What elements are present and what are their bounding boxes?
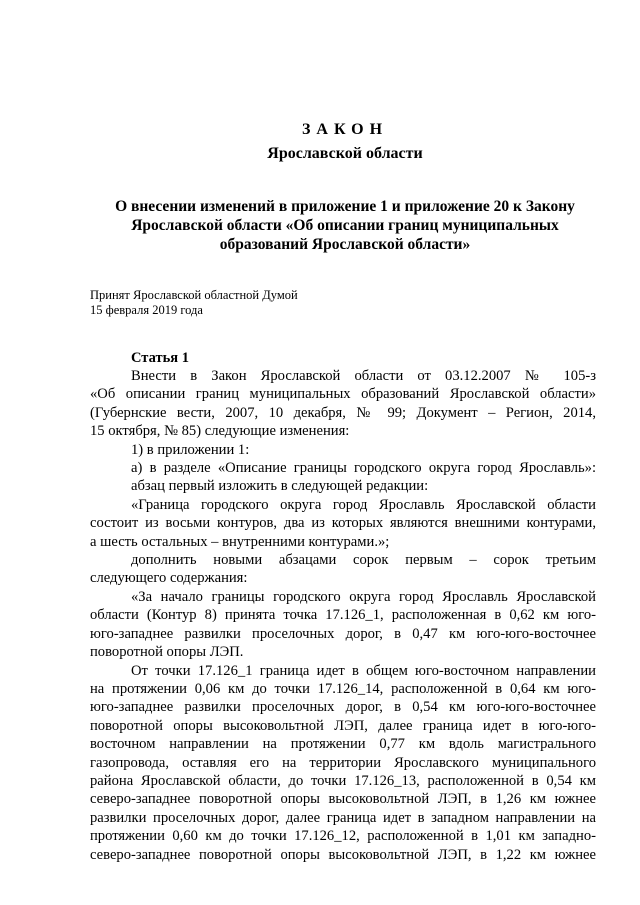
adoption-date: 15 февраля 2019 года bbox=[90, 303, 203, 317]
text-line: а) в разделе «Описание границы городского округа город Ярославль»: bbox=[131, 460, 596, 477]
text-line: следующего содержания: bbox=[90, 570, 248, 587]
text-line: «Граница городского округа город Ярославль Ярославской области bbox=[131, 496, 596, 513]
text-line: От точки 17.126_1 граница идет в общем юго-восточном направлении bbox=[131, 662, 596, 679]
text-line: района Ярославской области, до точки 17.126_13, расположенной в 0,54 км bbox=[90, 772, 596, 789]
text-line: юго-западнее развилки проселочных дорог, в 0,54 км юго-юго-восточнее bbox=[90, 699, 596, 716]
document-title-line: О внесении изменений в приложение 1 и приложение 20 к Закону bbox=[115, 198, 575, 215]
text-line: области (Контур 8) принята точка 17.126_1, расположенная в 0,62 км юго- bbox=[90, 607, 596, 624]
text-line: абзац первый изложить в следующей редакции: bbox=[131, 478, 429, 495]
text-line: дополнить новыми абзацами сорок первым – сорок третьим bbox=[131, 552, 596, 569]
text-line: газопровода, оставляя его на территории Ярославского муниципального bbox=[90, 754, 596, 771]
text-line: протяжении 0,60 км до точки 17.126_12, расположенной в 1,01 км западно- bbox=[90, 828, 596, 845]
document-title-line: Ярославской области «Об описании границ муниципальных bbox=[131, 217, 559, 234]
text-line: состоит из восьми контуров, два из которых являются внешними контурами, bbox=[90, 515, 596, 532]
adoption-body: Принят Ярославской областной Думой bbox=[90, 288, 298, 302]
text-line: северо-западнее поворотной опоры высоковольтной ЛЭП, в 1,26 км южнее bbox=[90, 791, 596, 808]
text-line: северо-западнее поворотной опоры высоковольтной ЛЭП, в 1,22 км южнее bbox=[90, 846, 596, 863]
article-heading: Статья 1 bbox=[131, 350, 189, 366]
text-line: Внести в Закон Ярославской области от 03.12.2007 № 105-з bbox=[131, 368, 596, 384]
law-heading: ЗАКОН bbox=[301, 121, 389, 138]
document-title-line: образований Ярославской области» bbox=[219, 236, 471, 253]
adoption-info bbox=[90, 288, 298, 318]
text-line: 15 октября, № 85) следующие изменения: bbox=[90, 423, 350, 440]
text-line: восточном направлении на протяжении 0,77 км вдоль магистрального bbox=[90, 736, 596, 753]
text-line: (Губернские вести, 2007, 10 декабря, № 99; Документ – Регион, 2014, bbox=[90, 404, 596, 421]
text-line: а шесть остальных – внутренними контурами.»; bbox=[90, 533, 390, 550]
text-line: «За начало границы городского округа город Ярославль Ярославской bbox=[131, 588, 596, 605]
text-line: 1) в приложении 1: bbox=[131, 441, 250, 458]
text-line: юго-западнее развилки проселочных дорог, в 0,47 км юго-юго-восточнее bbox=[90, 625, 596, 642]
text-line: «Об описании границ муниципальных образований Ярославской области» bbox=[90, 386, 596, 403]
region-heading: Ярославской области bbox=[267, 145, 423, 162]
article-body bbox=[90, 367, 596, 864]
text-line: на протяжении 0,06 км до точки 17.126_14, расположенной в 0,64 км юго- bbox=[90, 680, 596, 697]
text-line: развилки проселочных дорог, далее граница идет в западном направлении на bbox=[90, 809, 596, 826]
text-line: поворотной опоры высоковольтной ЛЭП, далее граница идет в юго-юго- bbox=[90, 717, 596, 734]
document-title bbox=[95, 197, 595, 254]
text-line: поворотной опоры ЛЭП. bbox=[90, 644, 244, 661]
